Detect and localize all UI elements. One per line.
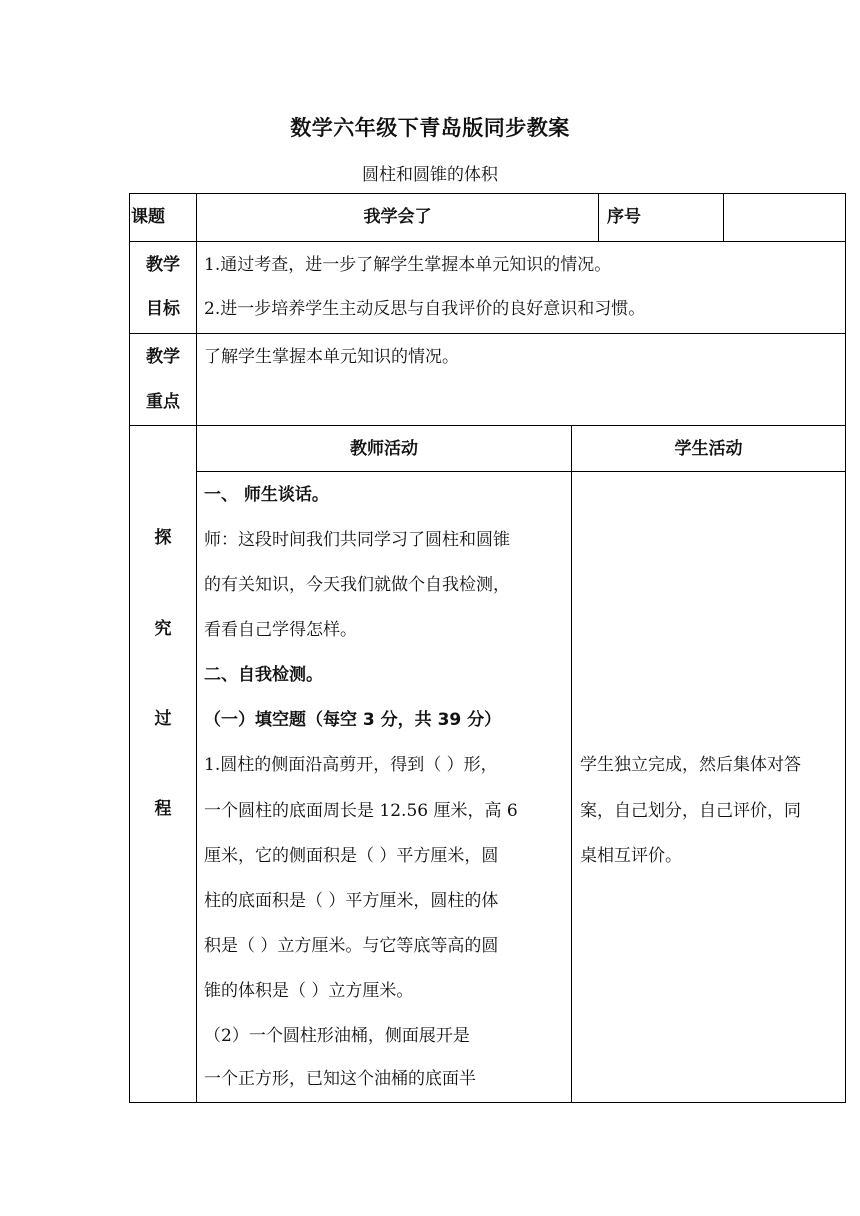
teacher-line: 锥的体积是（ ）立方厘米。 bbox=[204, 981, 414, 1001]
topic-value: 我学会了 bbox=[363, 207, 432, 227]
goals-label-line2: 目标 bbox=[146, 299, 180, 319]
teacher-line: 柱的底面积是（ ）平方厘米，圆柱的体 bbox=[204, 891, 499, 911]
student-line: 学生独立完成，然后集体对答 bbox=[580, 755, 801, 775]
table-rule-activity-split bbox=[571, 425, 572, 1103]
number-label: 序号 bbox=[607, 207, 641, 227]
process-label-char-3: 过 bbox=[154, 709, 172, 729]
teacher-line: 一、 师生谈话。 bbox=[204, 485, 329, 505]
student-line: 案，自己划分，自己评价，同 bbox=[580, 801, 801, 821]
topic-label: 课题 bbox=[131, 207, 165, 227]
document-title: 数学六年级下青岛版同步教案 bbox=[290, 116, 570, 140]
teacher-activity-header: 教师活动 bbox=[350, 439, 418, 459]
teacher-line: 1.圆柱的侧面沿高剪开，得到（ ）形， bbox=[204, 755, 498, 775]
teacher-line: 二、自我检测。 bbox=[204, 665, 323, 685]
teacher-line: 积是（ ）立方厘米。与它等底等高的圆 bbox=[204, 936, 499, 956]
teacher-line: （2）一个圆柱形油桶，侧面展开是 bbox=[204, 1026, 470, 1046]
goal-line-1: 1.通过考查，进一步了解学生掌握本单元知识的情况。 bbox=[204, 255, 612, 275]
table-rule-label-col bbox=[196, 193, 197, 1103]
teacher-line: 厘米，它的侧面积是（ ）平方厘米，圆 bbox=[204, 846, 499, 866]
document-subtitle: 圆柱和圆锥的体积 bbox=[362, 165, 498, 185]
process-label-char-1: 探 bbox=[154, 528, 172, 548]
process-label-char-2: 究 bbox=[154, 619, 172, 639]
teacher-line: 师：这段时间我们共同学习了圆柱和圆锥 bbox=[204, 530, 510, 550]
focus-label-line1: 教学 bbox=[146, 347, 180, 367]
teacher-line: （一）填空题（每空 3 分，共 39 分） bbox=[204, 710, 502, 730]
process-label-char-4: 程 bbox=[154, 799, 172, 819]
student-activity-header: 学生活动 bbox=[674, 439, 743, 459]
teacher-line: 的有关知识，今天我们就做个自我检测， bbox=[204, 575, 510, 595]
focus-label-line2: 重点 bbox=[146, 392, 180, 412]
table-border-right bbox=[845, 193, 846, 1103]
table-rule-number-label bbox=[598, 193, 599, 241]
teacher-line: 看看自己学得怎样。 bbox=[204, 620, 357, 640]
goal-line-2: 2.进一步培养学生主动反思与自我评价的良好意识和习惯。 bbox=[204, 299, 646, 319]
focus-text: 了解学生掌握本单元知识的情况。 bbox=[204, 347, 459, 367]
student-line: 桌相互评价。 bbox=[580, 846, 682, 866]
teacher-line: 一个正方形，已知这个油桶的底面半 bbox=[204, 1069, 476, 1089]
teacher-line: 一个圆柱的底面周长是 12.56 厘米，高 6 bbox=[204, 801, 518, 821]
table-rule-number-value bbox=[723, 193, 724, 241]
goals-label-line1: 教学 bbox=[146, 255, 180, 275]
